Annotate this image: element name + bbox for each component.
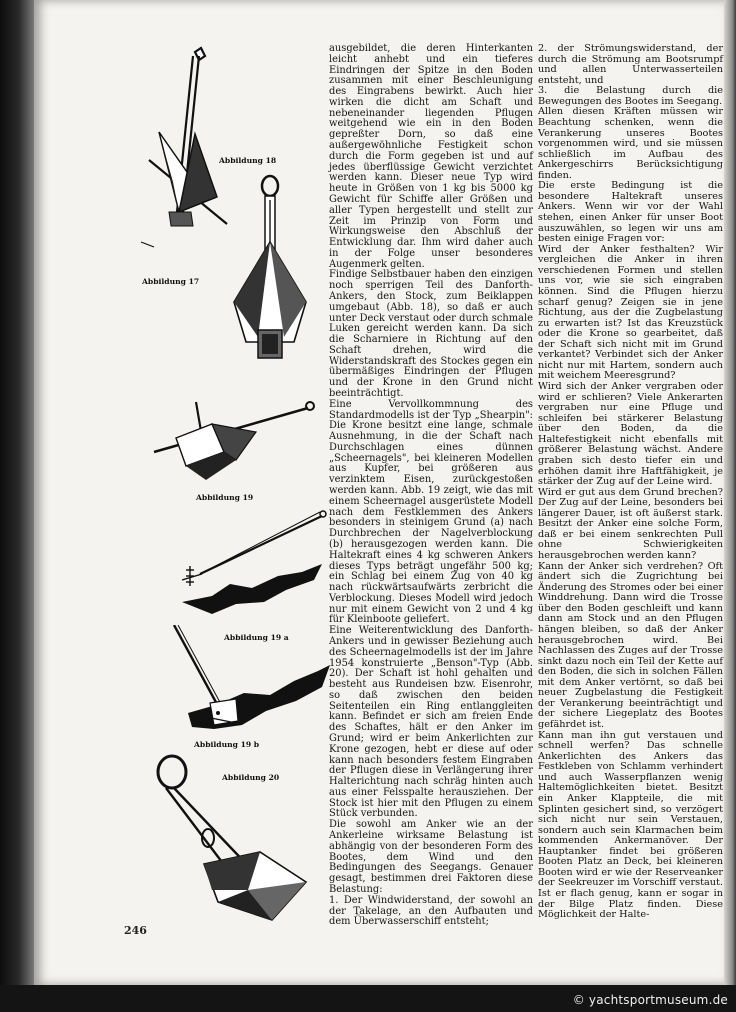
caption-abbildung-18: Abbildung 18: [219, 156, 277, 165]
anchor-figure-18: [214, 172, 324, 382]
caption-abbildung-19: Abbildung 19: [196, 493, 254, 502]
column1-paragraph: Die sowohl am Anker wie an der Ankerleine wirksame Belastung ist abhängig von der besonderen Form des Bootes, dem Wind und den Bedingungen des Seegangs. Genauer gesagt, bestimmen drei Faktoren diese Belastung:: [329, 819, 533, 895]
column2-paragraph: Die erste Bedingung ist die besondere Haltekraft unseres Ankers. Wenn wir vor der Wahl stehen, einen Anker für unser Boot auszuwählen, so legen wir uns am besten einige Fragen vor:: [538, 180, 723, 245]
text-column-2: [538, 44, 723, 921]
caption-abbildung-20: Abbildung 20: [222, 773, 280, 782]
column1-paragraph: Eine Vervollkommnung des Standardmodells ist der Typ „Shearpin": Die Krone besitzt eine lange, schmale Ausnehmung, in die der Schaft nach Durchschlagen eines dünnen „Scheernagels", bei kleineren Modellen aus Kupfer, bei größeren aus verzinktem Eisen, zurückgestoßen werden kann. Abb. 19 zeigt, wie das mit einem Scheernagel ausgerüstete Modell nach dem Festklemmen des Ankers besonders in steinigem Grund (a) nach Durchbrechen der Nagelverblockung (b) herausgezogen werden kann. Die Haltekraft eines 4 kg schweren Ankers dieses Typs beträgt ungefähr 500 kg; ein Schlag bei einem Zug von 40 kg nach rückwärtsaufwärts zerbricht die Verblockung. Dieses Modell wird jedoch nur mit einem Gewicht von 2 und 4 kg für Kleinboote geliefert.: [329, 398, 533, 626]
column2-paragraph: Kann der Anker sich verdrehen? Oft ändert sich die Zugrichtung bei Änderung des Stromes oder bei einer Winddrehung. Dann wird die Trosse über den Boden geschleift und kann dann am Stock und an den Pflugen hängen bleiben, so daß der Anker herausgebrochen wird. Bei Nachlassen des Zuges auf der Trosse sinkt dazu noch ein Teil der Kette auf den Boden, die sich in solchen Fällen mit dem Anker vertörnt, so daß bei neuer Zugbelastung die Festigkeit der Verankerung beeinträchtigt und der sichere Liegeplatz des Bootes gefährdet ist.: [538, 560, 723, 730]
page-number: 246: [124, 924, 147, 937]
column2-paragraph: Kann man ihn gut verstauen und schnell werfen? Das schnelle Ankerlichten des Ankers das Festkleben von Schlamm verhindert und auch Wasserpflanzen wenig Haltemöglichkeiten bietet. Besitzt ein Anker Klappteile, die mit Splinten gesichert sind, so verzögert sich nicht nur sein Verstauen, sondern auch sein Klarmachen beim kommenden Ankermanöver. Der Hauptanker findet bei größeren Booten Platz an Deck, bei kleineren Booten wird er wie der Reserveanker der Seekreuzer im Vorschiff verstaut. Ist er flach genug, kann er sogar in der Bilge Platz finden. Diese Möglichkeit der Halte-: [538, 729, 723, 921]
column2-paragraph: Wird sich der Anker vergraben oder wird er schlieren? Viele Ankerarten vergraben nur eine Pfluge und schleifen bei stärkerer Belastung über den Boden, da die Haltefestigkeit nicht ebenfalls mit größerer Belastung wächst. Andere graben sich desto tiefer ein und erhöhen damit ihre Haftfähigkeit, je stärker der Zug auf der Leine wird.: [538, 381, 723, 488]
anchor-figure-19: [146, 388, 321, 488]
column2-paragraph: 3. die Belastung durch die Bewegungen des Bootes im Seegang.: [538, 85, 723, 107]
anchor-figure-19a: [182, 510, 332, 620]
column2-paragraph: Allen diesen Kräften müssen wir Beachtung schenken, wenn die Verankerung unseres Bootes vorgenommen wird, und sie müssen schließlich im Aufbau des Ankergeschirrs Berücksichtigung finden.: [538, 106, 723, 181]
column1-paragraph: 1. Der Windwiderstand, der sowohl an der Takelage, an den Aufbauten und dem Überwasserschiff entsteht;: [329, 894, 533, 928]
text-column-1: [329, 44, 533, 928]
column1-paragraph: ausgebildet, die deren Hinterkanten leicht anhebt und ein tieferes Eindringen der Spitze in den Boden zusammen mit einer Beschleunigung des Eingrabens bewirkt. Auch hier wirken die dicht am Schaft und nebeneinander liegenden Pflugen weitgehend wie ein in den Boden gepreßter Dorn, so daß eine außergewöhnliche Festigkeit schon durch die Form gegeben ist und auf jedes überflüssige Gewicht verzichtet werden kann. Dieser neue Typ wird heute in Größen von 1 kg bis 5000 kg Gewicht für Schiffe aller Größen und aller Typen hergestellt und stellt zur Zeit im Prinzip von Form und Wirkungsweise den Abschluß der Entwicklung dar. Ihm wird daher auch in der Folge unser besonderes Augenmerk gelten.: [329, 43, 533, 270]
column2-paragraph: 2. der Strömungswiderstand, der durch die Strömung am Bootsrumpf und allen Unterwasserteilen entsteht, und: [538, 43, 723, 86]
caption-abbildung-19b: Abbildung 19 b: [194, 740, 260, 749]
caption-abbildung-17: Abbildung 17: [142, 277, 200, 286]
copyright-credit: © yachtsportmuseum.de: [572, 993, 728, 1007]
anchor-figure-19b: [166, 625, 336, 740]
column1-paragraph: Findige Selbstbauer haben den einzigen noch sperrigen Teil des Danforth-Ankers, den Stock, zum Beiklappen umgebaut (Abb. 18), so daß er auch unter Deck verstaut oder durch schmale Luken gereicht werden kann. Da sich die Scharniere in Richtung auf den Schaft drehen, wird die Widerstandskraft des Stockes gegen ein übermäßiges Eindringen der Pflugen und der Krone in den Grund nicht beeinträchtigt.: [329, 269, 533, 399]
caption-abbildung-19a: Abbildung 19 a: [224, 633, 289, 642]
book-page: [34, 0, 724, 985]
book-spine-shadow: [0, 0, 34, 1012]
column2-paragraph: Wird er gut aus dem Grund brechen? Der Zug auf der Leine, besonders bei längerer Dauer, ist oft äußerst stark. Besitzt der Anker eine solche Form, daß er bei einem senkrechten Pull ohne Schwierigkeiten herausgebrochen werden kann?: [538, 486, 723, 561]
column1-paragraph: Eine Weiterentwicklung des Danforth-Ankers und in gewisser Beziehung auch des Scheernagelmodells ist der im Jahre 1954 konstruierte „Benson"-Typ (Abb. 20). Der Schaft ist hohl gehalten und besteht aus Rundeisen bzw. Eisenrohr, so daß zwischen den beiden Seitenteilen ein Ring entlanggleiten kann. Befindet er sich am freien Ende des Schaftes, hält er den Anker im Grund; wird er beim Ankerlichten zur Krone gezogen, hebt er diese auf oder kann nach besonders festem Eingraben der Pflugen diese in Verlängerung ihrer Halterichtung nach schräg hinten auch aus einer Felsspalte herausziehen. Der Stock ist hier mit den Pflugen zu einem Stück verbunden.: [329, 625, 533, 820]
column2-paragraph: Wird der Anker festhalten? Wir vergleichen die Anker in ihren verschiedenen Formen und stellen uns vor, wie sie sich eingraben können. Sind die Pflugen hierzu scharf genug? Zeigen sie in jene Richtung, aus der die Zugbelastung zu erwarten ist? Ist das Kreuzstück oder die Krone so gearbeitet, daß der Schaft sich nicht mit im Grund verkantet? Verbindet sich der Anker nicht nur mit Hartem, sondern auch mit weichem Meeresgrund?: [538, 243, 723, 382]
footer-bar: [0, 985, 736, 1012]
page-edge: [724, 0, 736, 985]
